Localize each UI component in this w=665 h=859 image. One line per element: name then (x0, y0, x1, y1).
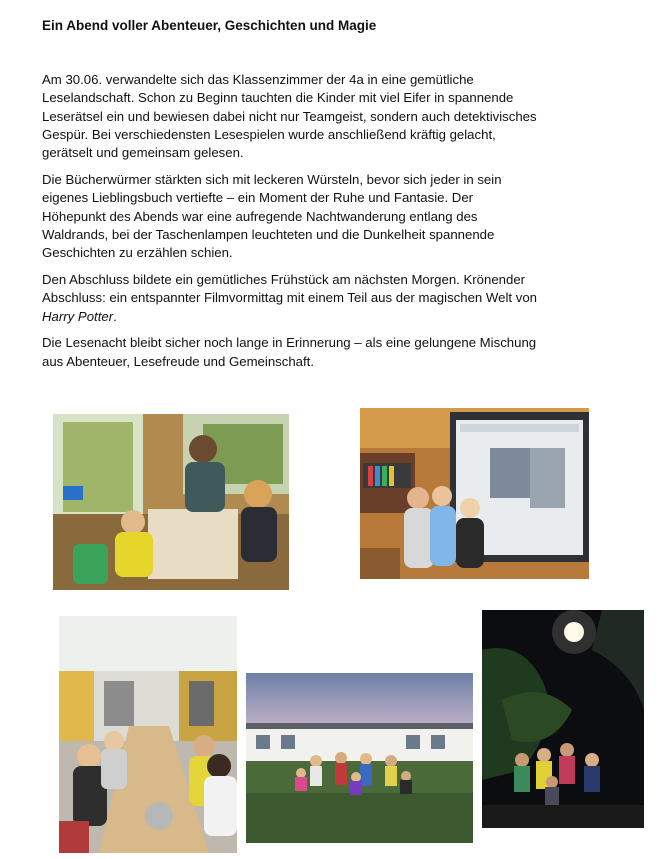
document-title: Ein Abend voller Abenteuer, Geschichten und Magie (42, 18, 377, 33)
paragraph-1: Am 30.06. verwandelte sich das Klassenzimmer der 4a in eine gemütliche Leselandschaft. Schon zu Beginn tauchten die Kinder mit viel Eifer in spannende Leserätsel ein und bewiesen dabei nicht nur Teamgeist, sondern auch detektivisches Gespür. Bei verschiedensten Lesespielen wurde anschließend kräftig gelacht, gerätselt und gemeinsam gelesen. (42, 72, 537, 161)
document-body (42, 71, 602, 379)
paragraph-4: Die Lesenacht bleibt sicher noch lange in Erinnerung – als eine gelungene Mischung aus Abenteuer, Lesefreude und Gemeinschaft. (42, 335, 537, 369)
paragraph-2: Die Bücherwürmer stärkten sich mit leckeren Würsteln, bevor sich jeder in sein eigenes Lieblingsbuch vertiefte – ein Moment der Ruhe und Fantasie. Der Höhepunkt des Abends war eine aufregende Nachtwanderung entlang des Waldrands, bei der Taschenlampen leuchteten und die Dunkelheit spannende Geschichten zu erzählen schien. (42, 171, 502, 261)
photo-dinner-table (59, 616, 237, 853)
photo-reading-window-table (53, 414, 289, 590)
paragraph-3: Den Abschluss bildete ein gemütliches Frühstück am nächsten Morgen. Krönender Abschluss: ein entspannter Filmvormittag mit einem Teil aus der magischen Welt von Harry Potter. (42, 271, 537, 324)
photo-smartboard-girls (360, 408, 589, 579)
photo-night-walk (482, 610, 644, 828)
harry-potter-title: Harry Potter (42, 308, 114, 324)
photo-school-lawn-dusk (246, 673, 473, 843)
